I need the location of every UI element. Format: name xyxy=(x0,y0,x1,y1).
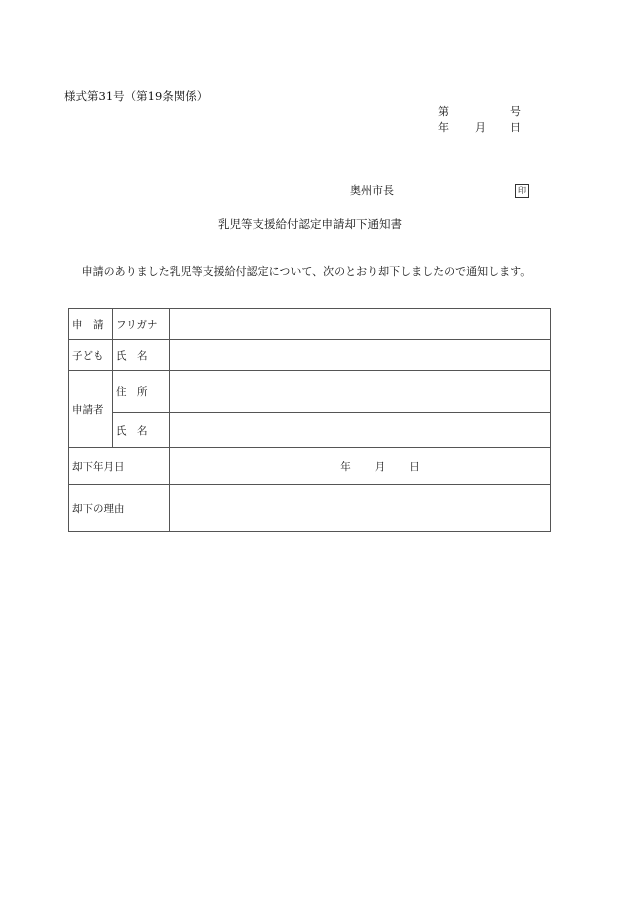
date-month: 月 xyxy=(475,121,486,134)
row-applicant-name xyxy=(69,413,551,448)
date-year: 年 xyxy=(438,121,449,134)
seal-mark: 印 xyxy=(515,184,529,198)
rejection-table xyxy=(68,308,551,532)
applicant-label: 申請者 xyxy=(69,371,113,448)
row-rejection-date xyxy=(69,448,551,485)
form-number: 様式第31号（第19条関係） xyxy=(64,89,209,103)
child-name-label: 氏 名 xyxy=(113,340,170,371)
rejection-year: 年 xyxy=(340,460,351,473)
address-label: 住 所 xyxy=(113,371,170,413)
doc-number-prefix: 第 xyxy=(438,105,449,118)
rejection-day: 日 xyxy=(409,460,420,473)
row-applicant-address xyxy=(69,371,551,413)
child-label-top: 申 請 xyxy=(69,309,113,340)
address-value[interactable] xyxy=(170,371,551,413)
child-label-bottom: 子ども xyxy=(69,340,113,371)
issuer-name: 奥州市長 xyxy=(350,184,394,197)
furigana-label: フリガナ xyxy=(113,309,170,340)
row-reason xyxy=(69,485,551,532)
furigana-value[interactable] xyxy=(170,309,551,340)
document-title: 乳児等支援給付認定申請却下通知書 xyxy=(218,217,402,231)
date-day: 日 xyxy=(510,121,521,134)
rejection-date-label: 却下年月日 xyxy=(69,448,170,485)
row-furigana xyxy=(69,309,551,340)
body-text: 申請のありました乳児等支援給付認定について、次のとおり却下しましたので通知します。 xyxy=(81,265,532,278)
child-name-value[interactable] xyxy=(170,340,551,371)
reason-value[interactable] xyxy=(170,485,551,532)
reason-label: 却下の理由 xyxy=(69,485,170,532)
applicant-name-label: 氏 名 xyxy=(113,413,170,448)
rejection-month: 月 xyxy=(374,460,386,473)
applicant-name-value[interactable] xyxy=(170,413,551,448)
rejection-date-value[interactable] xyxy=(170,448,551,485)
doc-number-suffix: 号 xyxy=(510,105,521,118)
row-child-name xyxy=(69,340,551,371)
